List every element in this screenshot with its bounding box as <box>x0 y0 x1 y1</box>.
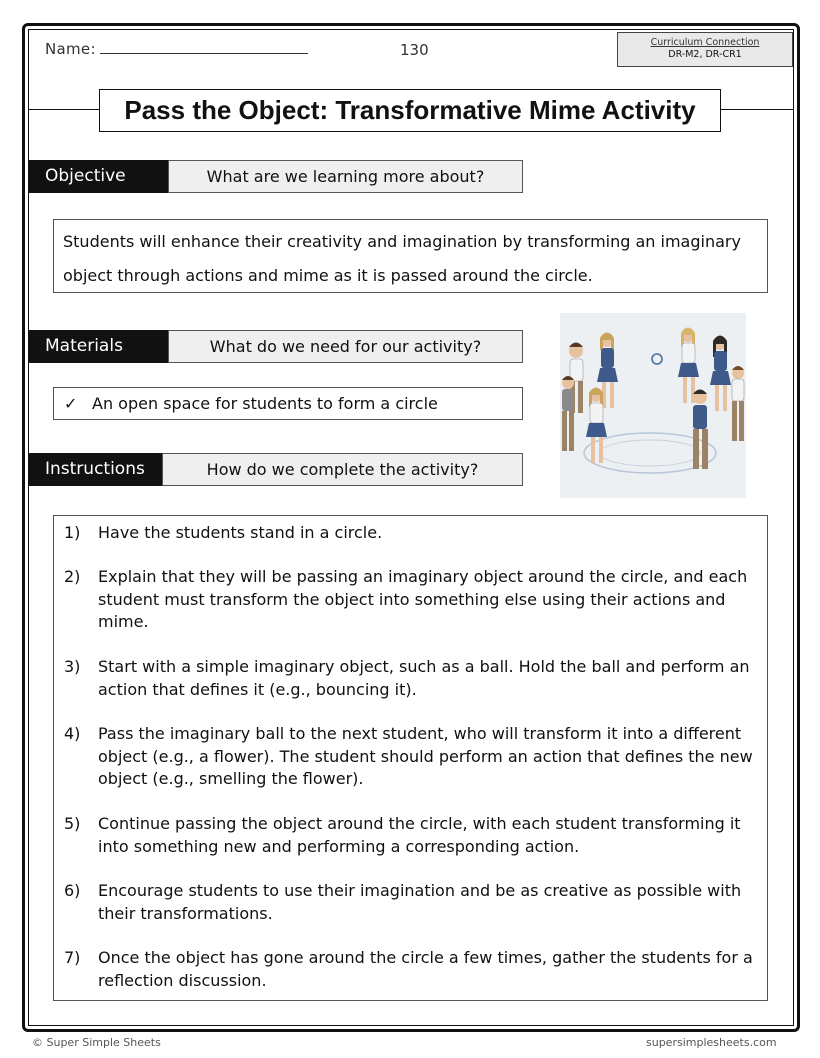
material-item <box>53 387 523 420</box>
objective-question: What are we learning more about? <box>168 160 523 193</box>
title-rule-right <box>721 109 793 110</box>
name-field[interactable] <box>45 40 308 58</box>
curriculum-connection-title: Curriculum Connection <box>650 37 760 48</box>
instructions-question: How do we complete the activity? <box>162 453 523 486</box>
page-number: 130 <box>400 41 429 59</box>
step-number: 4) <box>64 724 81 743</box>
footer-website[interactable]: supersimplesheets.com <box>646 1036 777 1049</box>
materials-question: What do we need for our activity? <box>168 330 523 363</box>
materials-label: Materials <box>29 330 168 363</box>
curriculum-codes: DR-M2, DR-CR1 <box>668 49 742 60</box>
step-number: 5) <box>64 814 81 833</box>
students-circle-illustration <box>560 313 746 498</box>
name-label: Name: <box>45 40 96 58</box>
step-text: Have the students stand in a circle. <box>98 523 383 542</box>
objective-text: Students will enhance their creativity and imagination by transforming an imaginary object through actions and mime as it is passed around the circle. <box>63 232 741 285</box>
title-rule-left <box>29 109 99 110</box>
name-blank-line[interactable] <box>100 40 308 54</box>
footer-copyright: © Super Simple Sheets <box>32 1036 161 1049</box>
page-title: Pass the Object: Transformative Mime Activity <box>99 89 721 132</box>
step-number: 2) <box>64 567 81 586</box>
step-text: Explain that they will be passing an imaginary object around the circle, and each student must transform the object into something else using their actions and mime. <box>98 567 748 631</box>
step-text: Pass the imaginary ball to the next student, who will transform it into a different object (e.g., a flower). The student should perform an action that defines the new object (e.g., smelling the flower). <box>98 724 753 788</box>
step-text: Once the object has gone around the circle a few times, gather the students for a reflection discussion. <box>98 948 753 990</box>
instructions-label: Instructions <box>29 453 162 486</box>
objective-text-box <box>53 219 768 293</box>
students-circle-image <box>560 313 746 498</box>
step-number: 1) <box>64 523 81 542</box>
material-item-text: An open space for students to form a circle <box>92 394 438 413</box>
step-text: Encourage students to use their imagination and be as creative as possible with their transformations. <box>98 881 742 923</box>
instructions-list <box>53 515 768 1001</box>
objective-label: Objective <box>29 160 168 193</box>
step-number: 6) <box>64 881 81 900</box>
curriculum-connection-box <box>617 32 793 67</box>
step-number: 3) <box>64 657 81 676</box>
step-number: 7) <box>64 948 81 967</box>
step-text: Continue passing the object around the circle, with each student transforming it into something new and performing a corresponding action. <box>98 814 741 856</box>
step-text: Start with a simple imaginary object, such as a ball. Hold the ball and perform an action that defines it (e.g., bouncing it). <box>98 657 750 699</box>
checkmark-icon: ✓ <box>64 394 78 413</box>
